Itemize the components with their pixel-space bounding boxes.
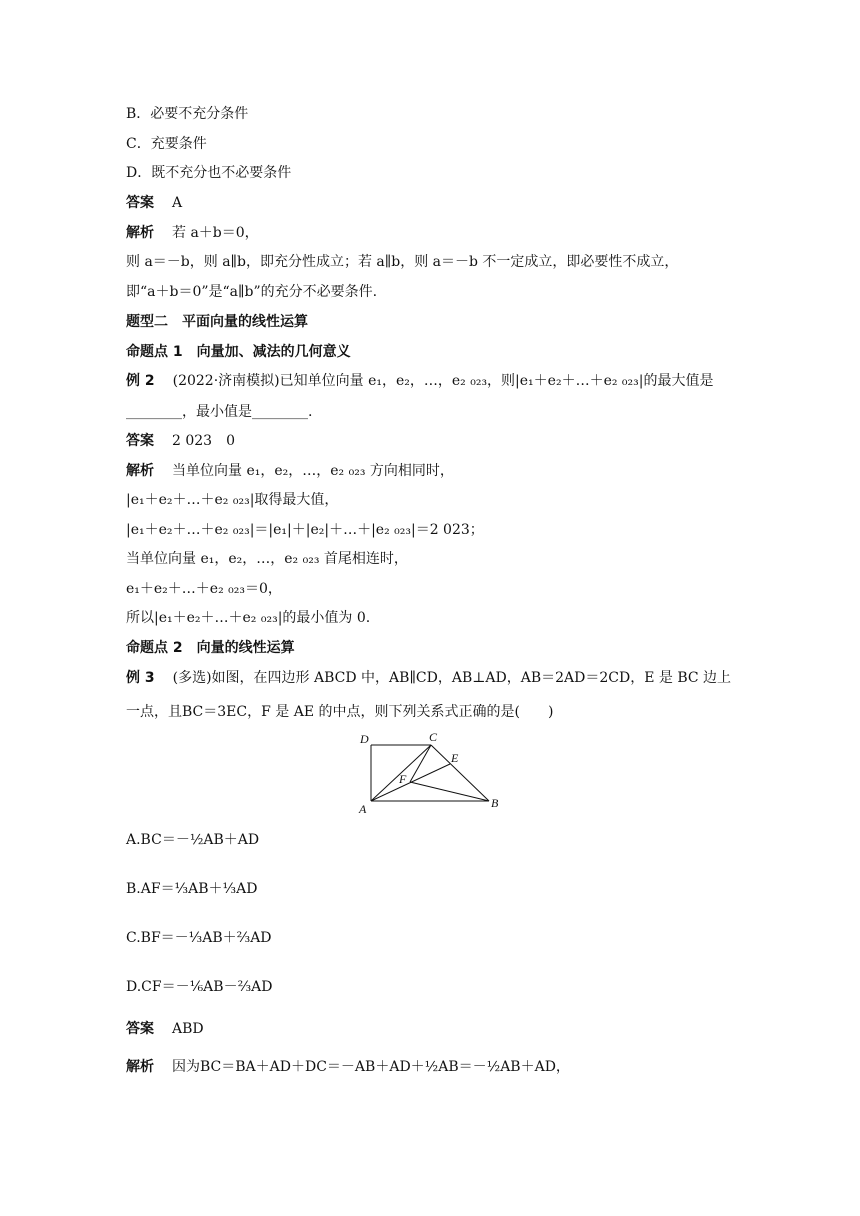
answer-2 <box>126 431 235 451</box>
example-3-line-1 <box>126 668 731 688</box>
analysis-2-line-6: 所以|e₁＋e₂＋…＋e₂ ₀₂₃|的最小值为 0. <box>126 610 371 626</box>
analysis-label: 解析 <box>126 1059 154 1075</box>
label-e: E <box>451 751 459 765</box>
analysis-text: 因为BC＝BA＋AD＋DC＝－AB＋AD＋½AB＝－½AB＋AD， <box>172 1059 570 1075</box>
analysis-2-line-1 <box>126 461 454 481</box>
example-label: 例 3 <box>126 670 155 686</box>
option-d: D．既不充分也不必要条件 <box>126 165 292 181</box>
analysis-2-line-4: 当单位向量 e₁，e₂，…，e₂ ₀₂₃ 首尾相连时， <box>126 551 408 567</box>
analysis-text: 若 a＋b＝0， <box>172 225 259 241</box>
answer-label: 答案 <box>126 195 154 211</box>
example-2-line-1 <box>126 371 713 391</box>
segment-fb <box>410 782 489 801</box>
label-a: A <box>359 802 367 816</box>
quadrilateral-figure <box>355 729 505 817</box>
label-f: F <box>399 772 407 786</box>
analysis-2-line-5: e₁＋e₂＋…＋e₂ ₀₂₃＝0， <box>126 581 282 597</box>
answer-1 <box>126 193 182 213</box>
label-d: D <box>360 732 369 746</box>
choice-a: A.BC＝－½AB＋AD <box>126 832 260 848</box>
answer-value: 2 023 0 <box>172 433 235 449</box>
answer-label: 答案 <box>126 1021 154 1037</box>
example-text: (多选)如图，在四边形 ABCD 中，AB∥CD，AB⊥AD，AB＝2AD＝2CD，E 是 BC 边上 <box>172 670 732 686</box>
example-2-line-2: ________，最小值是________. <box>126 404 313 420</box>
analysis-1-line-2: 则 a＝－b，则 a∥b，即充分性成立；若 a∥b，则 a＝－b 不一定成立，即必要性不成立， <box>126 254 679 270</box>
analysis-1-line-3: 即“a＋b＝0”是“a∥b”的充分不必要条件. <box>126 284 378 300</box>
option-c: C．充要条件 <box>126 136 207 152</box>
choice-c: C.BF＝－⅓AB＋⅔AD <box>126 930 272 946</box>
topic-heading-1: 命题点 1 向量加、减法的几何意义 <box>126 344 351 360</box>
analysis-3 <box>126 1057 570 1077</box>
choice-d: D.CF＝－⅙AB－⅔AD <box>126 979 273 995</box>
topic-heading-2: 命题点 2 向量的线性运算 <box>126 640 295 656</box>
label-b: B <box>491 796 499 810</box>
answer-3 <box>126 1019 204 1039</box>
example-text: (2022·济南模拟)已知单位向量 e₁，e₂，…，e₂ ₀₂₃，则|e₁＋e₂＋…＋e₂ ₀₂₃|的最大值是 <box>172 373 714 389</box>
answer-label: 答案 <box>126 433 154 449</box>
answer-value: ABD <box>172 1021 204 1037</box>
segment-cb <box>431 745 489 801</box>
section-heading: 题型二 平面向量的线性运算 <box>126 314 308 330</box>
label-c: C <box>429 730 438 744</box>
analysis-label: 解析 <box>126 463 154 479</box>
option-b: B．必要不充分条件 <box>126 106 249 122</box>
analysis-text: 当单位向量 e₁，e₂，…，e₂ ₀₂₃ 方向相同时， <box>172 463 454 479</box>
answer-value: A <box>172 195 183 211</box>
example-3-line-2: 一点，且BC＝3EC，F 是 AE 的中点，则下列关系式正确的是( ) <box>126 704 554 720</box>
analysis-2-line-3: |e₁＋e₂＋…＋e₂ ₀₂₃|＝|e₁|＋|e₂|＋…＋|e₂ ₀₂₃|＝2 023； <box>126 522 484 538</box>
analysis-2-line-2: |e₁＋e₂＋…＋e₂ ₀₂₃|取得最大值， <box>126 492 339 508</box>
choice-b: B.AF＝⅓AB＋⅓AD <box>126 881 258 897</box>
analysis-label: 解析 <box>126 225 154 241</box>
segment-fc <box>410 745 431 782</box>
analysis-1-line-1 <box>126 223 259 243</box>
example-label: 例 2 <box>126 373 155 389</box>
